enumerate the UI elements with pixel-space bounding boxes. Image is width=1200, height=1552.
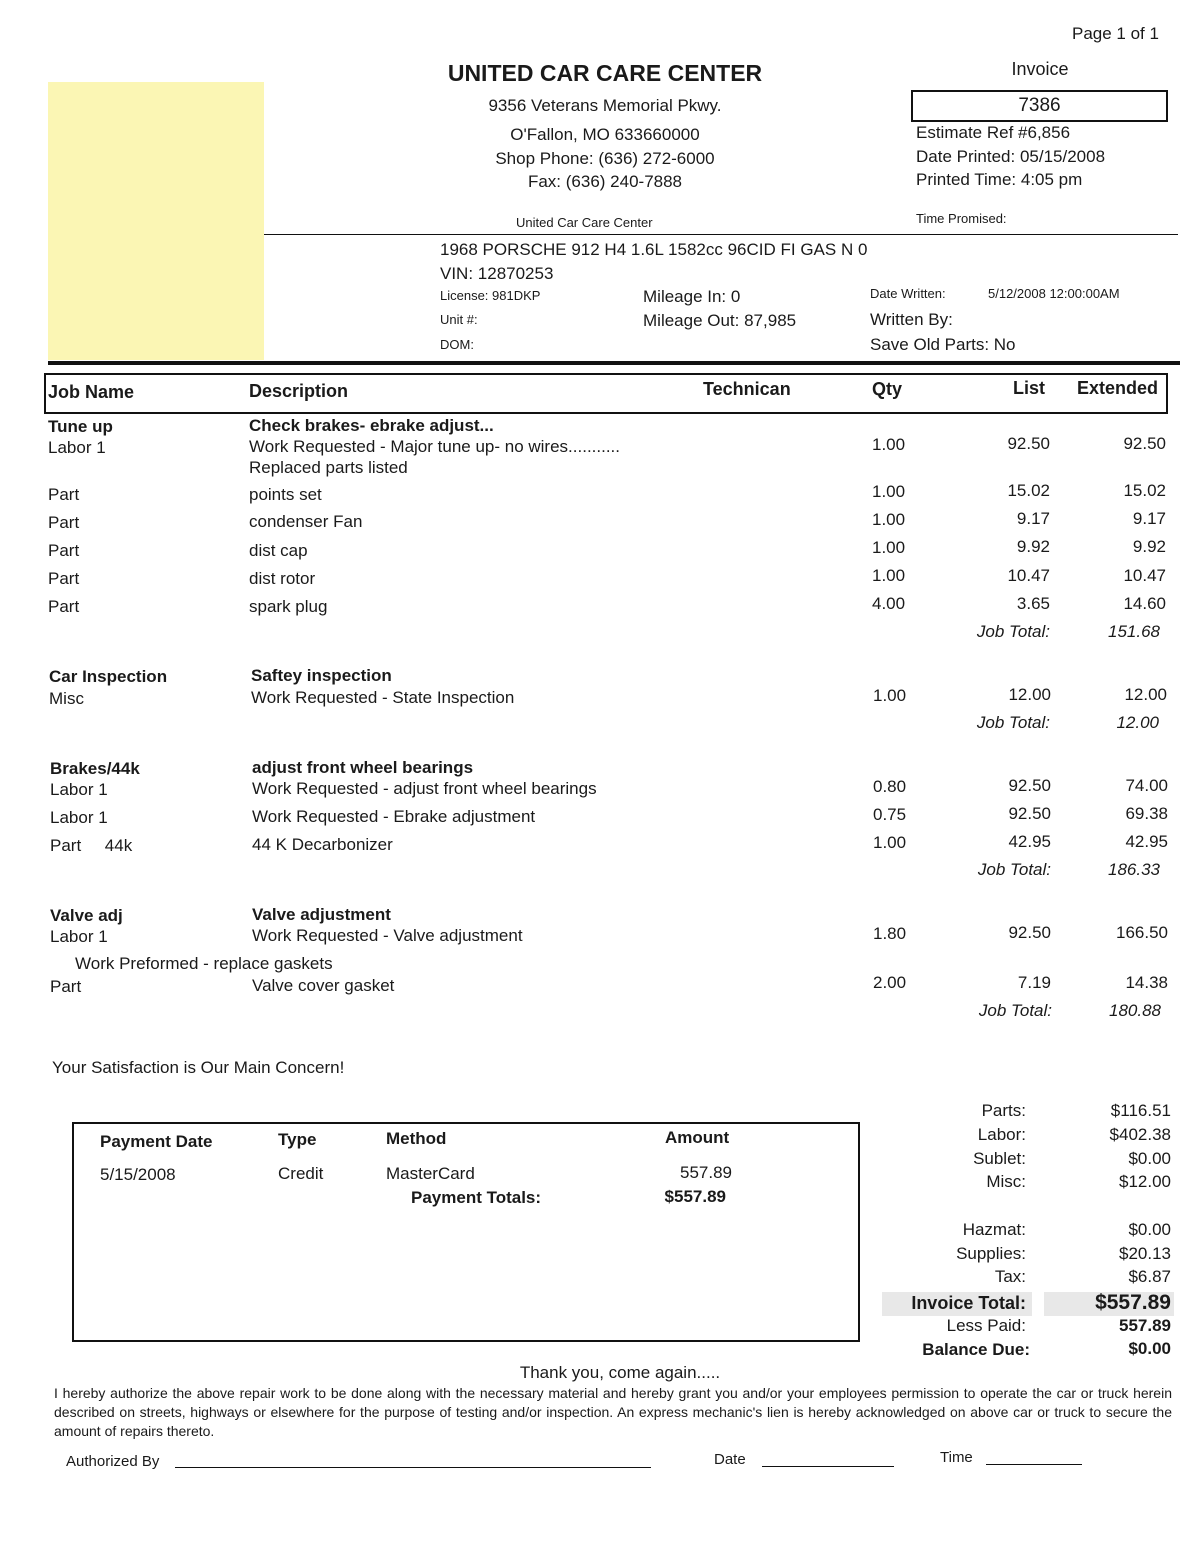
payment-date: 5/15/2008 <box>100 1165 176 1184</box>
hazmat-value: $0.00 <box>1128 1220 1171 1239</box>
item-list: 9.17 <box>1016 509 1050 528</box>
time-promised: Time Promised: <box>916 211 1007 226</box>
item-type: Labor 1 <box>50 808 108 827</box>
item-desc: Valve cover gasket <box>252 976 395 995</box>
time-label: Time <box>940 1449 973 1466</box>
payment-box <box>72 1122 860 1342</box>
balance-due-label: Balance Due: <box>922 1340 1030 1359</box>
tax-label: Tax: <box>994 1267 1026 1286</box>
item-type: Part <box>48 569 80 588</box>
item-desc: Work Requested - Major tune up- no wires........... <box>249 437 621 456</box>
header-divider <box>264 234 1178 235</box>
mileage-in: Mileage In: 0 <box>643 287 741 306</box>
job-title: Check brakes- ebrake adjust... <box>249 416 494 435</box>
item-ext: 10.47 <box>1123 566 1166 585</box>
job-total-label: Job Total: <box>977 860 1051 879</box>
item-list: 7.19 <box>1017 973 1051 992</box>
labor-label: Labor: <box>977 1125 1026 1144</box>
item-qty: 1.00 <box>872 510 906 529</box>
shop-phone: Shop Phone: (636) 272-6000 <box>495 149 715 168</box>
item-list: 15.02 <box>1007 481 1050 500</box>
item-list: 10.47 <box>1007 566 1050 585</box>
job-total: 180.88 <box>1109 1001 1161 1020</box>
supplies-label: Supplies: <box>956 1244 1026 1263</box>
item-list: 42.95 <box>1008 832 1051 851</box>
job-total: 151.68 <box>1108 622 1160 641</box>
item-qty: 1.80 <box>873 924 907 943</box>
payment-method-header: Method <box>386 1129 447 1148</box>
shop-city: O'Fallon, MO 633660000 <box>510 125 700 144</box>
invoice-number-box <box>911 90 1168 122</box>
item-qty: 1.00 <box>873 686 907 705</box>
item-ext: 12.00 <box>1124 685 1167 704</box>
item-type: Labor 1 <box>50 780 108 799</box>
invoice-number: 7386 <box>1018 95 1061 116</box>
item-qty: 1.00 <box>872 566 906 585</box>
invoice-total-value: $557.89 <box>1095 1291 1171 1314</box>
item-desc: points set <box>249 485 322 504</box>
job-total: 186.33 <box>1108 860 1160 879</box>
item-desc: Work Requested - Valve adjustment <box>252 926 523 945</box>
job-title: adjust front wheel bearings <box>252 758 474 777</box>
item-desc: dist cap <box>249 541 308 560</box>
vehicle-dom: DOM: <box>440 337 474 352</box>
col-qty: Qty <box>872 379 903 399</box>
item-desc: Work Requested - Ebrake adjustment <box>252 807 536 826</box>
item-type: Part 44k <box>50 836 133 855</box>
vehicle-unit: Unit #: <box>440 312 478 327</box>
item-qty: 2.00 <box>873 973 907 992</box>
tax-value: $6.87 <box>1128 1267 1171 1286</box>
work-performed-note: Work Preformed - replace gaskets <box>75 954 333 973</box>
payment-amount-header: Amount <box>665 1128 730 1147</box>
job-name: Brakes/44k <box>50 759 140 778</box>
item-qty: 0.80 <box>873 777 907 796</box>
job-title: Valve adjustment <box>252 905 391 924</box>
job-total-label: Job Total: <box>978 1001 1052 1020</box>
item-qty: 0.75 <box>873 805 907 824</box>
col-extended: Extended <box>1077 378 1159 398</box>
item-type: Part <box>48 541 80 560</box>
authorized-by-label: Authorized By <box>66 1453 160 1470</box>
item-type: Part <box>50 977 82 996</box>
item-desc: condenser Fan <box>249 512 363 531</box>
item-desc: dist rotor <box>249 569 316 588</box>
payment-type-header: Type <box>278 1130 317 1149</box>
item-desc: Work Requested - State Inspection <box>251 688 515 707</box>
item-type: Misc <box>49 689 84 708</box>
item-list: 92.50 <box>1008 776 1051 795</box>
job-title: Saftey inspection <box>251 666 392 685</box>
item-ext: 9.17 <box>1132 509 1166 528</box>
mileage-out: Mileage Out: 87,985 <box>643 311 797 330</box>
job-name: Valve adj <box>50 906 123 925</box>
estimate-ref: Estimate Ref #6,856 <box>916 123 1071 142</box>
sublet-label: Sublet: <box>973 1149 1026 1168</box>
parts-label: Parts: <box>981 1101 1026 1120</box>
invoice-total-label: Invoice Total: <box>911 1293 1026 1313</box>
item-ext: 92.50 <box>1123 434 1166 453</box>
item-qty: 1.00 <box>872 482 906 501</box>
invoice-label: Invoice <box>1011 59 1069 79</box>
item-desc: Work Requested - adjust front wheel bearings <box>252 779 597 798</box>
col-list: List <box>1013 378 1046 398</box>
shop-name: UNITED CAR CARE CENTER <box>447 60 763 86</box>
time-line[interactable] <box>986 1464 1082 1465</box>
item-qty: 1.00 <box>872 538 906 557</box>
job-total-label: Job Total: <box>976 622 1050 641</box>
balance-due-value: $0.00 <box>1128 1339 1171 1358</box>
hazmat-label: Hazmat: <box>962 1220 1026 1239</box>
authorized-by-line[interactable] <box>175 1467 651 1468</box>
written-by: Written By: <box>870 310 953 329</box>
date-printed: Date Printed: 05/15/2008 <box>916 147 1106 166</box>
job-name: Tune up <box>48 417 113 436</box>
item-list: 12.00 <box>1008 685 1051 704</box>
item-qty: 1.00 <box>873 833 907 852</box>
printed-time: Printed Time: 4:05 pm <box>916 170 1083 189</box>
sublet-value: $0.00 <box>1128 1149 1171 1168</box>
item-ext: 74.00 <box>1125 776 1168 795</box>
item-ext: 14.38 <box>1125 973 1168 992</box>
date-label: Date <box>714 1451 746 1468</box>
item-ext: 166.50 <box>1116 923 1168 942</box>
redaction-sticky-note <box>48 82 264 360</box>
shop-fax: Fax: (636) 240-7888 <box>527 172 683 191</box>
item-type: Part <box>48 513 80 532</box>
page-number: Page 1 of 1 <box>1072 24 1159 43</box>
payment-type: Credit <box>278 1164 324 1183</box>
item-ext: 14.60 <box>1123 594 1166 613</box>
item-list: 92.50 <box>1007 434 1050 453</box>
item-ext: 69.38 <box>1125 804 1168 823</box>
supplies-value: $20.13 <box>1119 1244 1171 1263</box>
labor-value: $402.38 <box>1109 1125 1171 1144</box>
item-ext: 9.92 <box>1132 537 1166 556</box>
job-total: 12.00 <box>1116 713 1159 732</box>
vehicle-vin: VIN: 12870253 <box>440 264 554 283</box>
date-line[interactable] <box>762 1466 894 1467</box>
col-technician: Technican <box>703 379 791 399</box>
vehicle-description: 1968 PORSCHE 912 H4 1.6L 1582cc 96CID FI GAS N 0 <box>440 240 868 259</box>
misc-label: Misc: <box>986 1172 1026 1191</box>
item-qty: 1.00 <box>872 435 906 454</box>
item-type: Part <box>48 597 80 616</box>
col-description: Description <box>249 381 349 401</box>
date-written: 5/12/2008 12:00:00AM <box>988 286 1120 301</box>
misc-value: $12.00 <box>1119 1172 1171 1191</box>
payment-totals: $557.89 <box>664 1187 726 1206</box>
less-paid-value: 557.89 <box>1119 1316 1171 1335</box>
payment-method: MasterCard <box>386 1164 475 1183</box>
item-list: 9.92 <box>1016 537 1050 556</box>
item-type: Labor 1 <box>50 927 108 946</box>
job-name: Car Inspection <box>49 667 168 686</box>
thank-you-message: Thank you, come again..... <box>519 1363 721 1382</box>
item-note: Replaced parts listed <box>249 458 408 477</box>
shop-small-name: United Car Care Center <box>516 215 653 230</box>
item-list: 92.50 <box>1008 804 1051 823</box>
column-header-row <box>44 373 1168 414</box>
item-list: 3.65 <box>1016 594 1050 613</box>
payment-amount: 557.89 <box>680 1163 732 1182</box>
item-desc: spark plug <box>249 597 328 616</box>
col-job-name: Job Name <box>48 382 135 402</box>
save-old-parts: Save Old Parts: No <box>870 335 1016 354</box>
parts-value: $116.51 <box>1110 1101 1171 1120</box>
less-paid-label: Less Paid: <box>946 1316 1026 1335</box>
item-type: Part <box>48 485 80 504</box>
item-desc: 44 K Decarbonizer <box>252 835 393 854</box>
authorization-text: I hereby authorize the above repair work to be done along with the necessary material and hereby grant you and/or your employees permission to operate the car or truck herein described on streets, highways or elsewhere for the purpose of testing and/or inspection. An express mechanic's lien is hereby acknowledged on above car or truck to secure the amount of repairs thereto. <box>54 1385 1172 1439</box>
payment-date-header: Payment Date <box>100 1132 213 1151</box>
job-total-label: Job Total: <box>976 713 1050 732</box>
item-type: Labor 1 <box>48 438 106 457</box>
item-ext: 42.95 <box>1125 832 1168 851</box>
payment-totals-label: Payment Totals: <box>411 1188 542 1207</box>
satisfaction-message: Your Satisfaction is Our Main Concern! <box>52 1058 345 1077</box>
item-qty: 4.00 <box>872 594 906 613</box>
item-list: 92.50 <box>1008 923 1051 942</box>
vehicle-license: License: 981DKP <box>440 288 541 303</box>
shop-address: 9356 Veterans Memorial Pkwy. <box>488 96 722 115</box>
thick-divider <box>48 361 1180 365</box>
item-ext: 15.02 <box>1123 481 1166 500</box>
date-written-label: Date Written: <box>870 286 946 301</box>
